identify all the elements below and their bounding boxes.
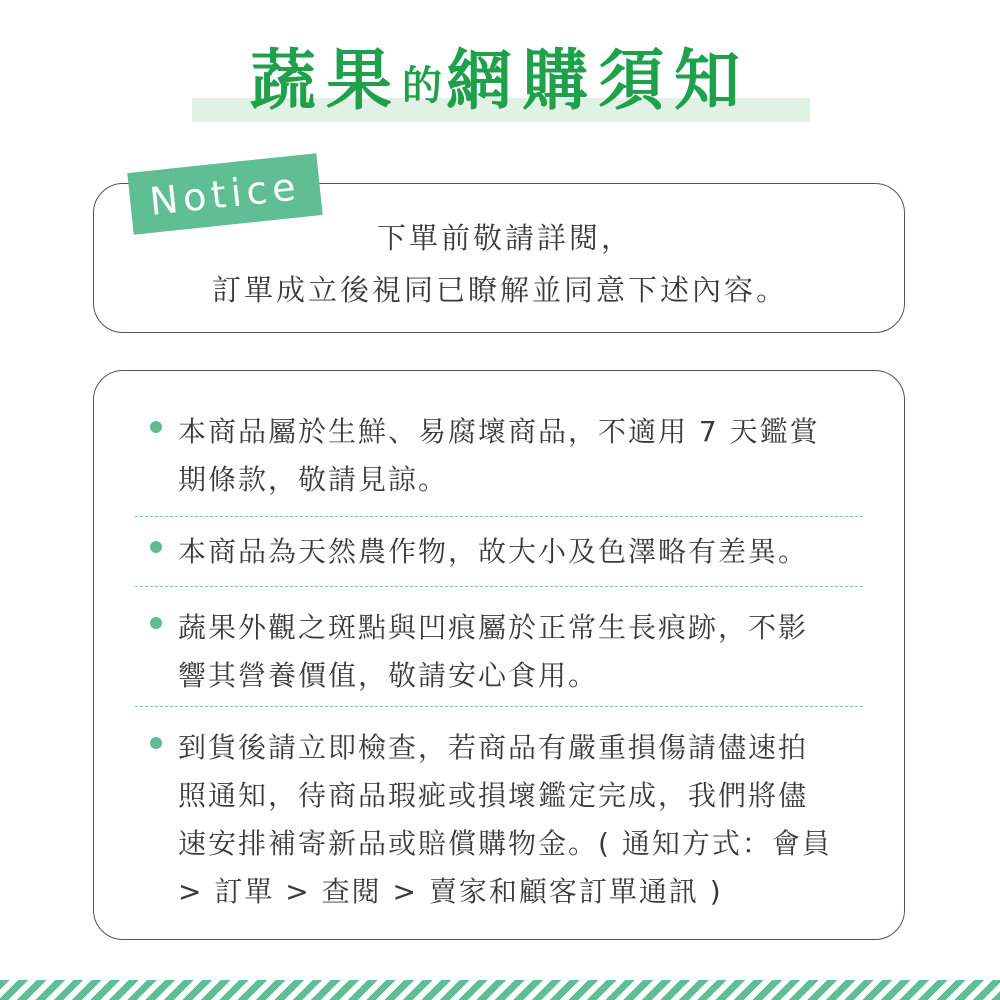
bullet-dot-icon — [150, 541, 162, 553]
bullet-dot-icon — [150, 421, 162, 433]
list-item-line: 到貨後請立即檢查，若商品有嚴重損傷請儘速拍 — [178, 731, 809, 764]
page-title — [0, 36, 1000, 131]
dashed-divider — [135, 586, 863, 587]
list-item-line: > 訂單 > 查閱 > 賣家和顧客訂單通訊 ) — [178, 875, 723, 908]
list-item-line: 本商品為天然農作物，故大小及色澤略有差異。 — [178, 535, 809, 568]
notice-text-line-1: 下單前敬請詳閱， — [376, 221, 633, 255]
bullet-dot-icon — [150, 617, 162, 629]
list-item-line: 蔬果外觀之斑點與凹痕屬於正常生長痕跡，不影 — [178, 611, 809, 644]
notice-text-line-2: 訂單成立後視同已瞭解並同意下述內容。 — [211, 273, 788, 307]
list-item-text — [178, 604, 868, 700]
title-part-3: 網購須知 — [446, 42, 750, 119]
list-item-line: 速安排補寄新品或賠償購物金。( 通知方式：會員 — [178, 827, 832, 860]
title-part-1: 蔬果 — [250, 42, 402, 119]
notice-tag-label: Notice — [147, 164, 303, 224]
page-title-block — [0, 36, 1000, 126]
list-item-line: 響其營養價值，敬請安心食用。 — [178, 659, 599, 692]
list-item-line: 照通知，待商品瑕疵或損壞鑑定完成，我們將儘 — [178, 779, 809, 812]
dashed-divider — [135, 706, 863, 707]
dashed-divider — [135, 516, 863, 517]
list-item-text — [178, 724, 868, 916]
list-item-text — [178, 528, 868, 576]
bullet-dot-icon — [150, 737, 162, 749]
list-item-text — [178, 408, 868, 504]
title-part-2: 的 — [402, 63, 446, 109]
list-item-line: 期條款，敬請見諒。 — [178, 463, 449, 496]
list-item-line: 本商品屬於生鮮、易腐壞商品，不適用 7 天鑑賞 — [178, 415, 820, 448]
bottom-stripe-border — [0, 980, 1000, 1000]
